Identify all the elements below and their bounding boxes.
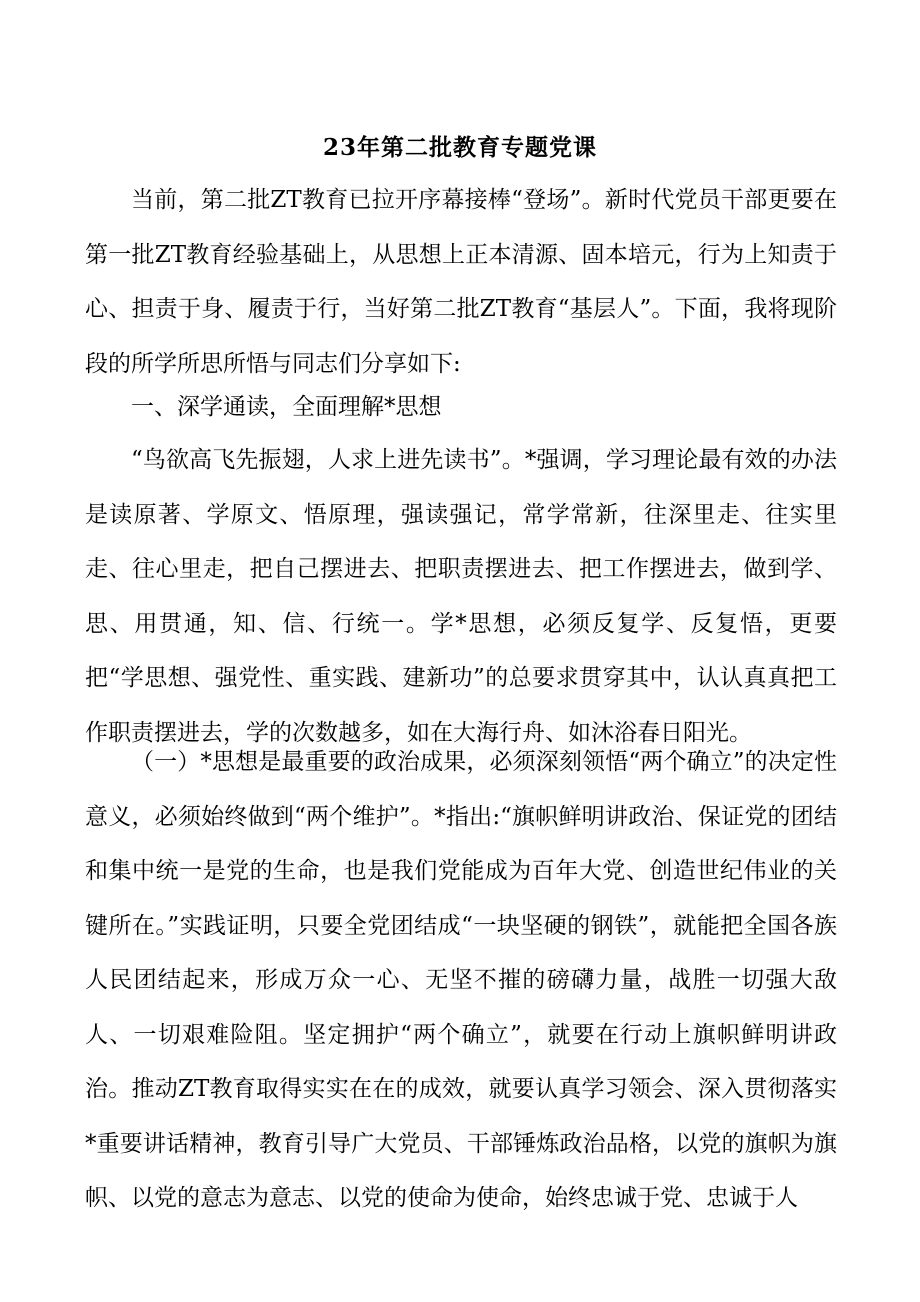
section-heading: 一、深学通读，全面理解*思想 — [131, 394, 442, 420]
intro-paragraph: 当前，第二批ZT教育已拉开序幕接棒“登场”。新时代党员干部更要在第一批ZT教育经验基础上，从思想上正本清源、固本培元，行为上知责于心、担责于身、履责于行，当好第二批ZT教育“基层人”。下面，我将现阶段的所学所思所悟与同志们分享如下: — [85, 187, 837, 377]
body-paragraph: “鸟欲高飞先振翅，人求上进先读书”。*强调，学习理论最有效的办法是读原著、学原文、悟原理，强读强记，常学常新，往深里走、往实里走、往心里走，把自己摆进去、把职责摆进去、把工作摆进去，做到学、思、用贯通，知、信、行统一。学*思想，必须反复学、反复悟，更要把“学思想、强党性、重实践、建新功”的总要求贯穿其中，认认真真把工作职责摆进去，学的次数越多，如在大海行舟、如沐浴春日阳光。 — [85, 447, 837, 746]
document-title: 23年第二批教育专题党课 — [322, 134, 597, 161]
body-paragraph: （一）*思想是最重要的政治成果，必须深刻领悟“两个确立”的决定性意义，必须始终做到“两个维护”。*指出:“旗帜鲜明讲政治、保证党的团结和集中统一是党的生命，也是我们党能成为百年大党、创造世纪伟业的关键所在。”实践证明，只要全党团结成“一块坚硬的钢铁”，就能把全国各族人民团结起来，形成万众一心、无坚不摧的磅礴力量，战胜一切强大敌人、一切艰难险阻。坚定拥护“两个确立”，就要在行动上旗帜鲜明讲政治。推动ZT教育取得实实在在的成效，就要认真学习领会、深入贯彻落实*重要讲话精神，教育引导广大党员、干部锤炼政治品格，以党的旗帜为旗帜、以党的意志为意志、以党的使命为使命，始终忠诚于党、忠诚于人 — [85, 749, 837, 1211]
